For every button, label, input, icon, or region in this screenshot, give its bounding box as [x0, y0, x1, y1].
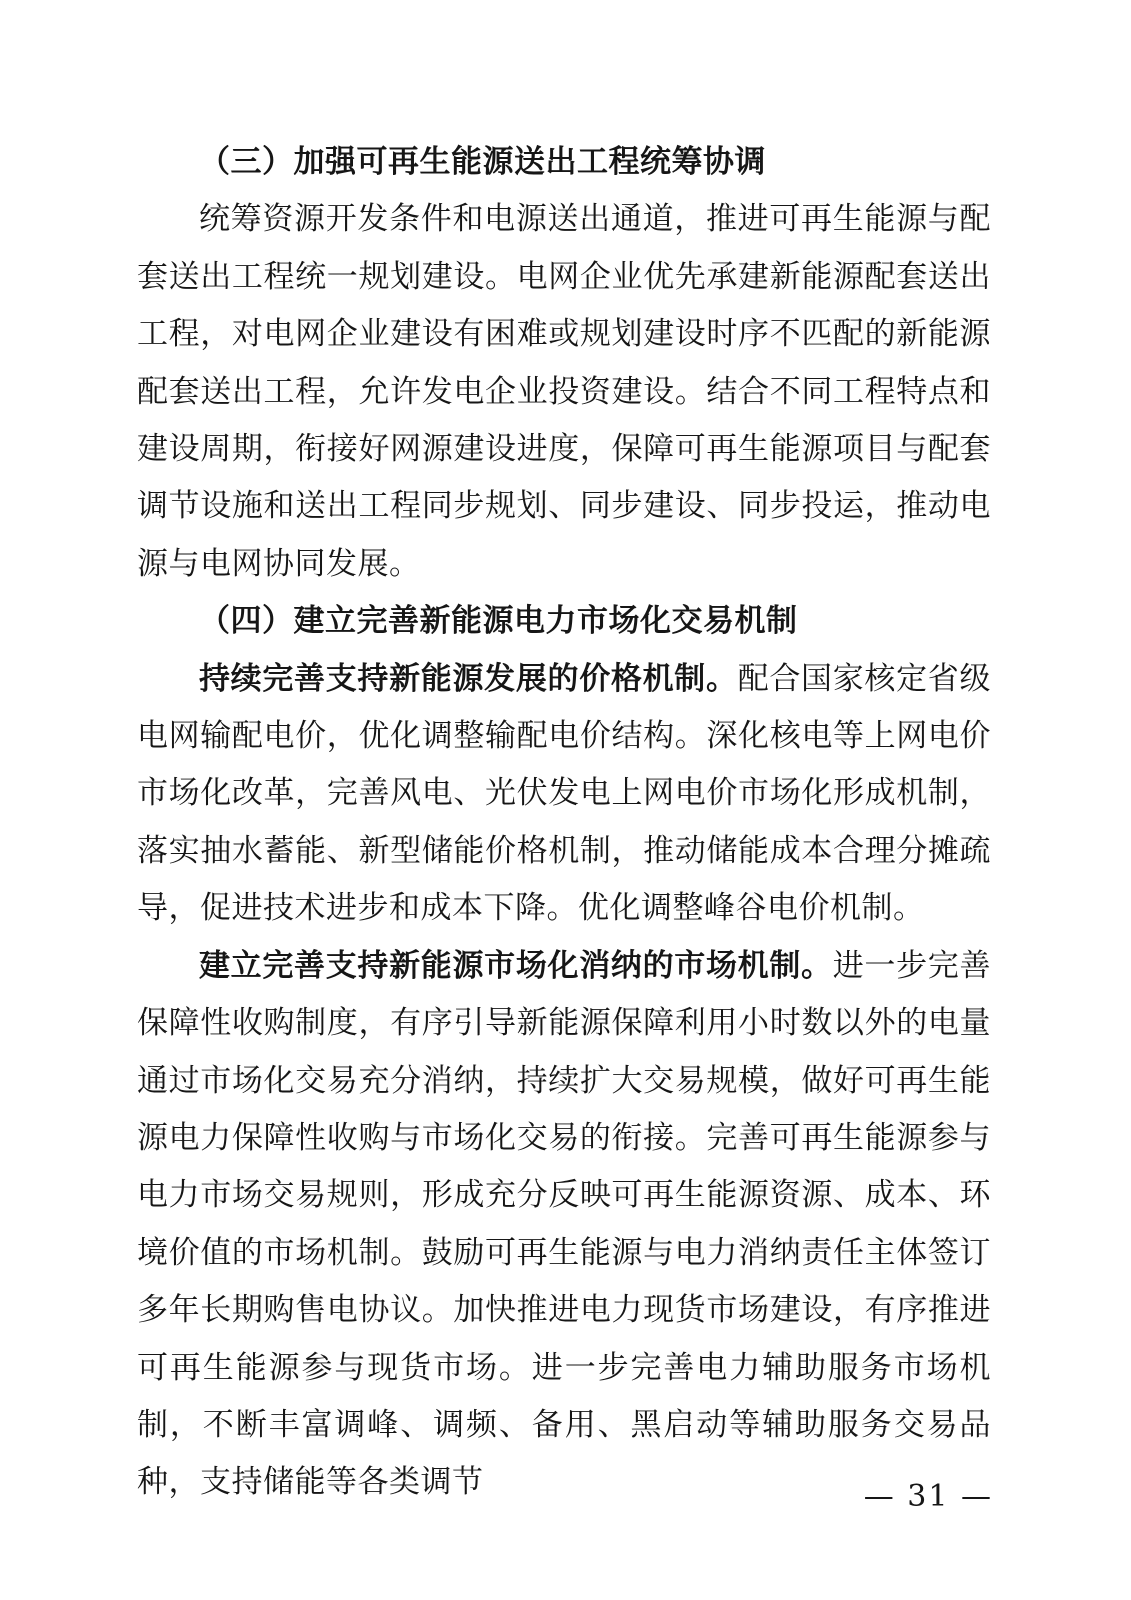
- section-heading-4: （四）建立完善新能源电力市场化交易机制: [199, 603, 798, 640]
- paragraph-lead-bold: 持续完善支持新能源发展的价格机制。: [199, 660, 738, 697]
- page-number: — 31 —: [863, 1479, 993, 1514]
- paragraph-text: 配合国家核定省级电网输配电价，优化调整输配电价结构。深化核电等上网电价市场化改革，完善风电、光伏发电上网电价市场化形成机制，落实抽水蓄能、新型储能价格机制，推动储能成本合理分摊疏导，促进技术进步和成本下降。优化调整峰谷电价机制。: [137, 660, 991, 927]
- section-heading-3: （三）加强可再生能源送出工程统筹协调: [199, 144, 766, 180]
- paragraph-text: 进一步完善保障性收购制度，有序引导新能源保障利用小时数以外的电量通过市场化交易充分消纳，持续扩大交易规模，做好可再生能源电力保障性收购与市场化交易的衔接。完善可再生能源参与电力市场交易规则，形成充分反映可再生能源资源、成本、环境价值的市场机制。鼓励可再生能源与电力消纳责任主体签订多年长期购售电协议。加快推进电力现货市场建设，有序推进可再生能源参与现货市场。进一步完善电力辅助服务市场机制，不断丰富调峰、调频、备用、黑启动等辅助服务交易品种，支持储能等各类调节: [137, 947, 991, 1501]
- document-body: [137, 134, 991, 1512]
- paragraph: [137, 651, 991, 938]
- paragraph-text: 统筹资源开发条件和电源送出通道，推进可再生能源与配套送出工程统一规划建设。电网企业优先承建新能源配套送出工程，对电网企业建设有困难或规划建设时序不匹配的新能源配套送出工程，允许发电企业投资建设。结合不同工程特点和建设周期，衔接好网源建设进度，保障可再生能源项目与配套调节设施和送出工程同步规划、同步建设、同步投运，推动电源与电网协同发展。: [137, 201, 991, 582]
- paragraph: [137, 191, 991, 593]
- paragraph: [137, 938, 991, 1512]
- paragraph-lead-bold: 建立完善支持新能源市场化消纳的市场机制。: [199, 947, 833, 984]
